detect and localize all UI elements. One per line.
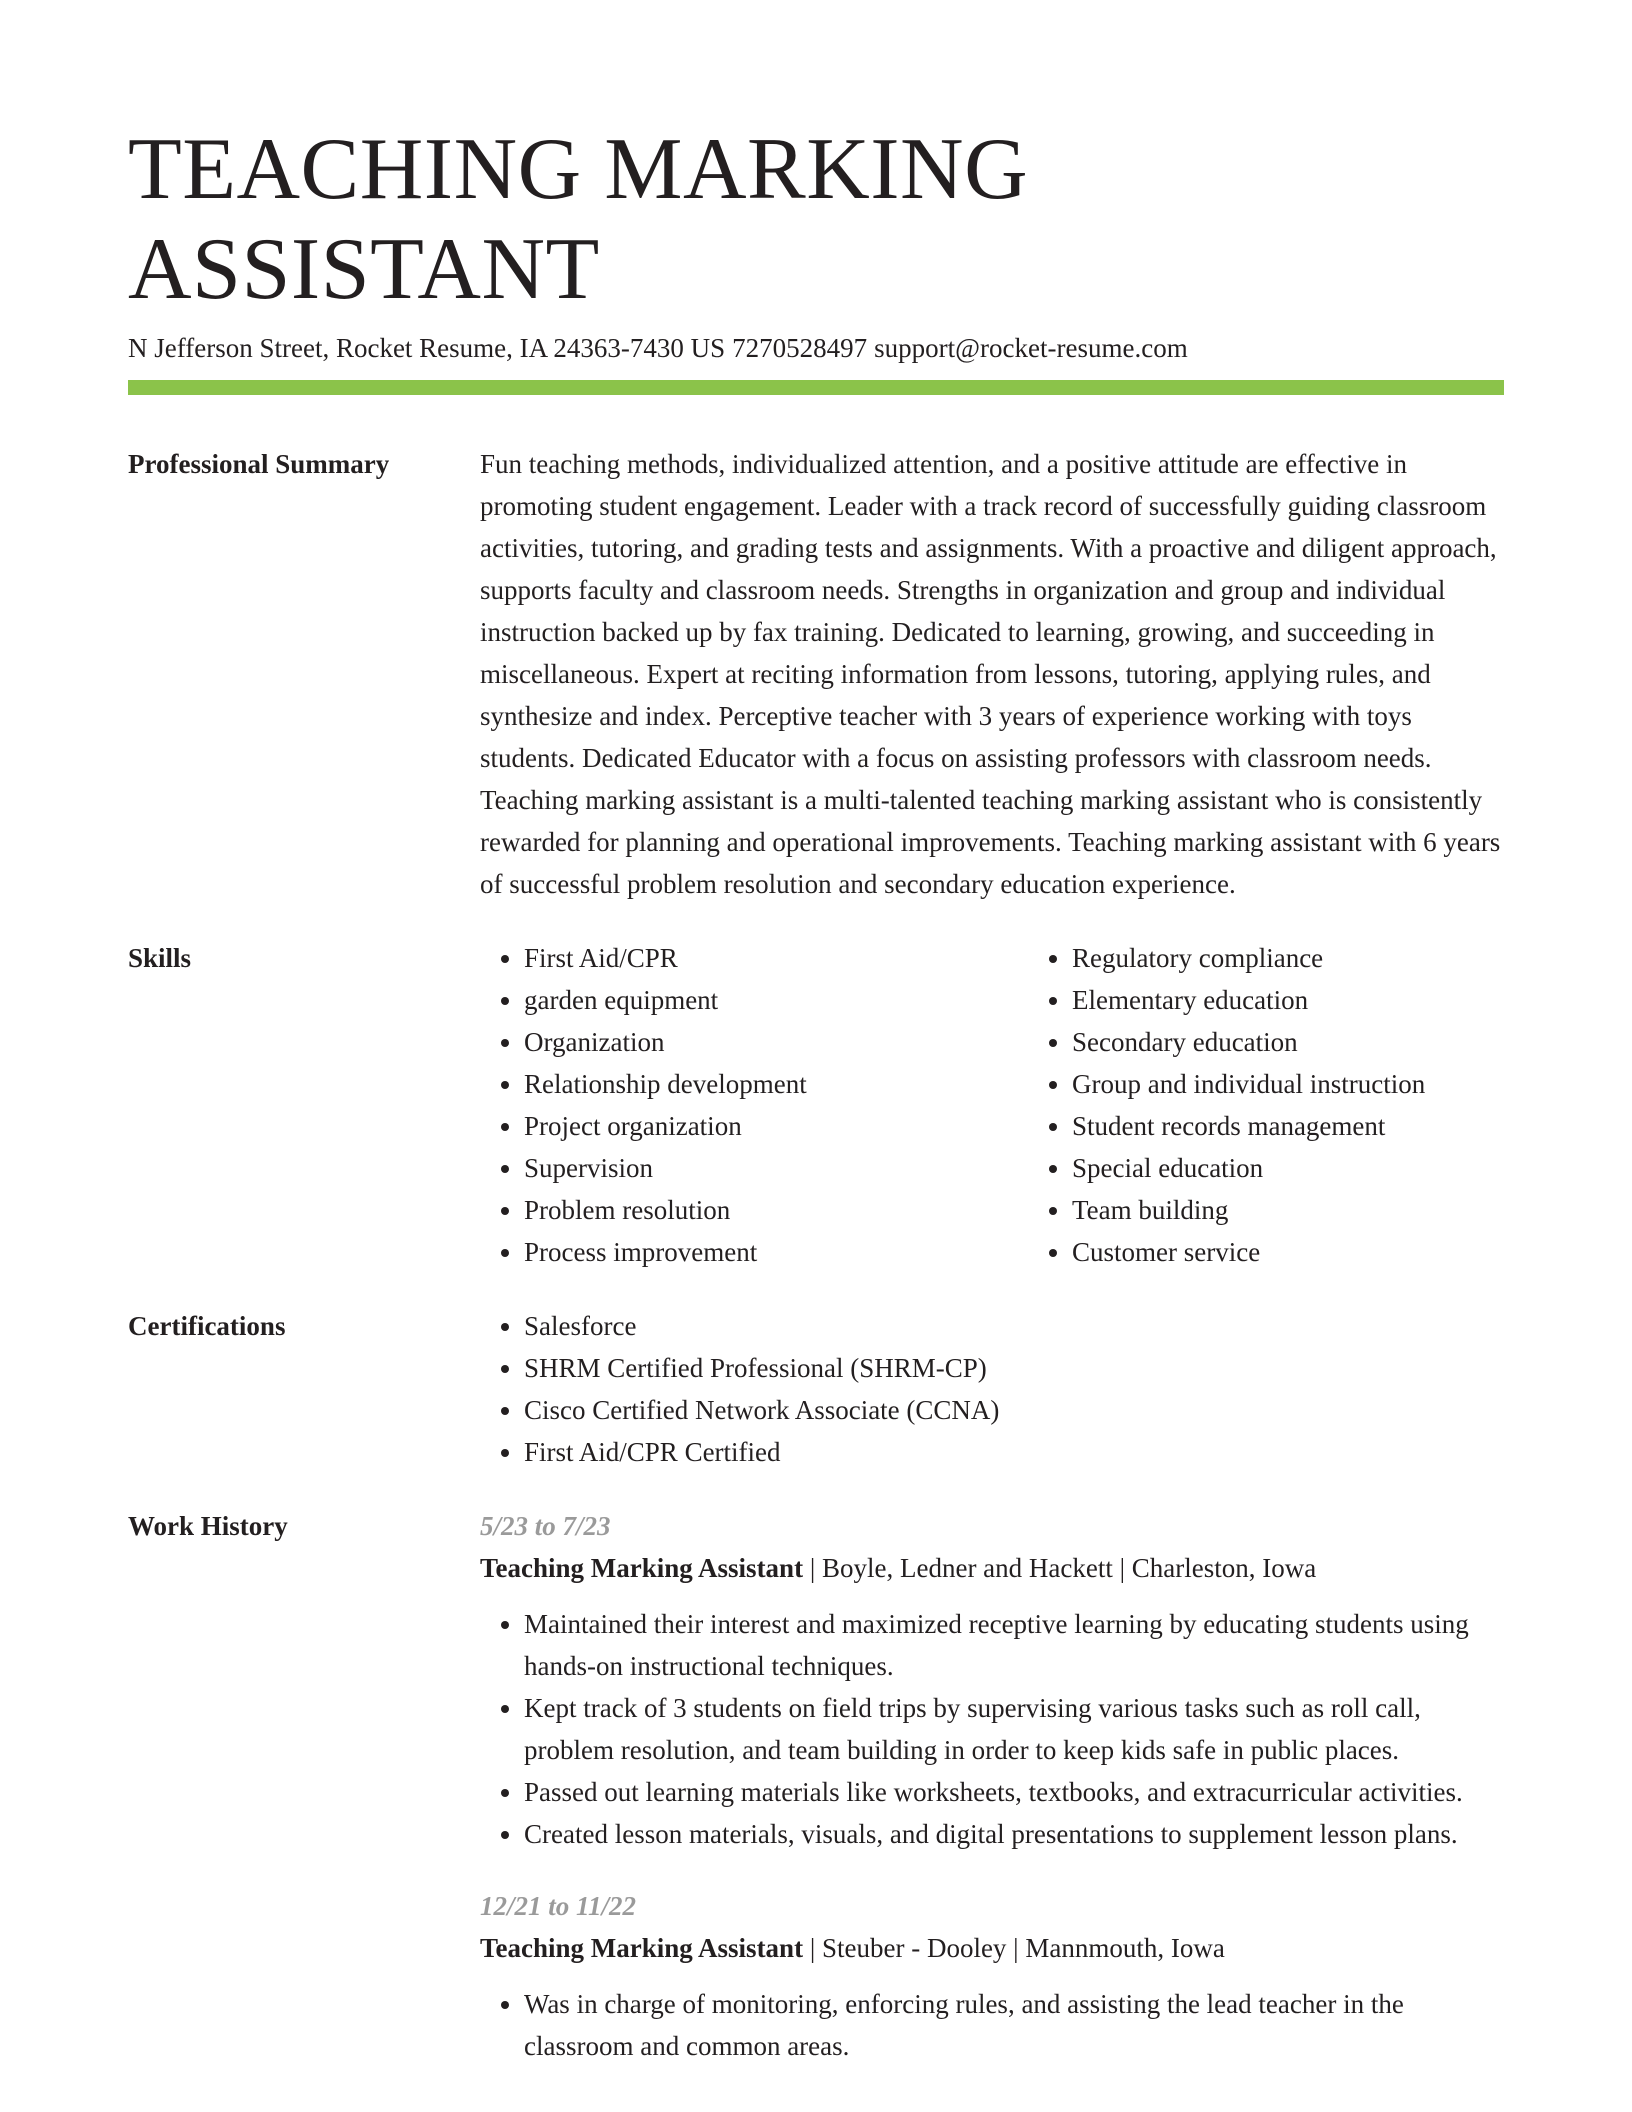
skill-item: • Regulatory compliance xyxy=(1072,937,1576,979)
skills-list-right xyxy=(1028,937,1576,1273)
contact-phone: 7270528497 xyxy=(732,333,868,363)
certification-item: • Cisco Certified Network Associate (CCNA) xyxy=(524,1389,1504,1431)
job-dates: 5/23 to 7/23 xyxy=(480,1511,611,1541)
certifications-list xyxy=(480,1305,1504,1473)
certifications-section xyxy=(128,1305,1504,1473)
job-title: Teaching Marking Assistant xyxy=(480,1553,804,1583)
skill-item: • Problem resolution xyxy=(524,1189,1028,1231)
skills-list-left xyxy=(480,937,1028,1273)
skill-item: • Secondary education xyxy=(1072,1021,1576,1063)
job-entry xyxy=(480,1505,1504,1855)
job-bullet: • Was in charge of monitoring, enforcing rules, and assisting the lead teacher in the classroom and common areas. xyxy=(524,1983,1504,2067)
job-bullet: • Maintained their interest and maximized receptive learning by educating students using hands-on instructional techniques. xyxy=(524,1603,1504,1687)
resume-page xyxy=(128,120,1504,2067)
certification-item: • SHRM Certified Professional (SHRM-CP) xyxy=(524,1347,1504,1389)
certifications-heading: Certifications xyxy=(128,1311,286,1341)
skill-item: • Group and individual instruction xyxy=(1072,1063,1576,1105)
skills-section xyxy=(128,937,1504,1273)
certification-item: • Salesforce xyxy=(524,1305,1504,1347)
job-bullet: • Created lesson materials, visuals, and digital presentations to supplement lesson plans. xyxy=(524,1813,1504,1855)
skill-item: • Organization xyxy=(524,1021,1028,1063)
job-bullet: • Passed out learning materials like worksheets, textbooks, and extracurricular activities. xyxy=(524,1771,1504,1813)
job-bullet: • Kept track of 3 students on field trips by supervising various tasks such as roll call, problem resolution, and team building in order to keep kids safe in public places. xyxy=(524,1687,1504,1771)
job-details: | Boyle, Ledner and Hackett | Charleston, Iowa xyxy=(803,1553,1317,1583)
job-header xyxy=(480,1547,1504,1589)
summary-heading: Professional Summary xyxy=(128,449,390,479)
skill-item: • Process improvement xyxy=(524,1231,1028,1273)
job-entry xyxy=(480,1885,1504,2067)
certification-item: • First Aid/CPR Certified xyxy=(524,1431,1504,1473)
skill-item: • Relationship development xyxy=(524,1063,1028,1105)
summary-text: Fun teaching methods, individualized attention, and a positive attitude are effective in promoting student engagement. Leader with a track record of successfully guiding classroom activities, tutoring, and grading tests and assignments. With a proactive and diligent approach, supports faculty and classroom needs. Strengths in organization and group and individual instruction backed up by fax training. Dedicated to learning, growing, and succeeding in miscellaneous. Expert at reciting information from lessons, tutoring, applying rules, and synthesize and index. Perceptive teacher with 3 years of experience working with toys students. Dedicated Educator with a focus on assisting professors with classroom needs. Teaching marking assistant is a multi-talented teaching marking assistant who is consistently rewarded for planning and operational improvements. Teaching marking assistant with 6 years of successful problem resolution and secondary education experience. xyxy=(480,449,1501,899)
job-bullets xyxy=(480,1603,1504,1855)
contact-line xyxy=(128,330,1504,366)
skill-item: • Supervision xyxy=(524,1147,1028,1189)
contact-address: N Jefferson Street, Rocket Resume, IA 24363-7430 US xyxy=(128,333,726,363)
job-dates: 12/21 to 11/22 xyxy=(480,1891,637,1921)
work-history-heading: Work History xyxy=(128,1511,288,1541)
work-history-section xyxy=(128,1505,1504,2067)
contact-email: support@rocket-resume.com xyxy=(874,333,1188,363)
skill-item: • Team building xyxy=(1072,1189,1576,1231)
skill-item: • garden equipment xyxy=(524,979,1028,1021)
job-bullets xyxy=(480,1983,1504,2067)
skill-item: • Student records management xyxy=(1072,1105,1576,1147)
resume-name: TEACHING MARKING ASSISTANT xyxy=(128,121,1029,318)
skill-item: • Project organization xyxy=(524,1105,1028,1147)
job-details: | Steuber - Dooley | Mannmouth, Iowa xyxy=(803,1933,1225,1963)
skill-item: • Special education xyxy=(1072,1147,1576,1189)
skill-item: • Elementary education xyxy=(1072,979,1576,1021)
skill-item: • First Aid/CPR xyxy=(524,937,1028,979)
summary-section xyxy=(128,443,1504,905)
job-header xyxy=(480,1927,1504,1969)
accent-divider xyxy=(128,380,1504,395)
skill-item: • Customer service xyxy=(1072,1231,1576,1273)
skills-heading: Skills xyxy=(128,943,192,973)
job-title: Teaching Marking Assistant xyxy=(480,1933,804,1963)
